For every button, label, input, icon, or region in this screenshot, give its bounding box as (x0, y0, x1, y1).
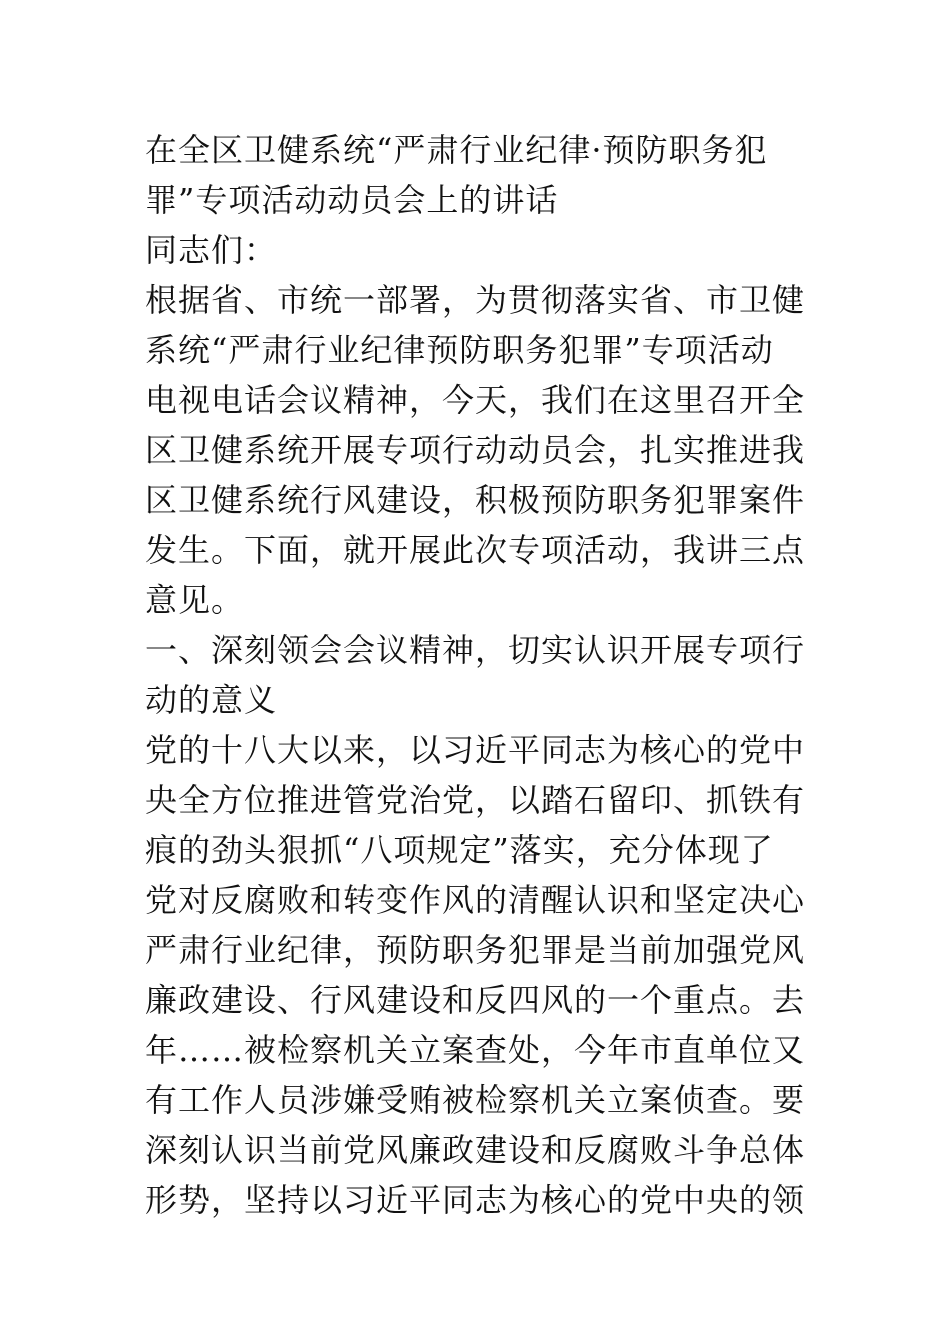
paragraph-line: 年……被检察机关立案查处，今年市直单位又 (145, 1031, 805, 1069)
section-heading-line: 动的意义 (145, 681, 278, 719)
paragraph-line: 区卫健系统行风建设，积极预防职务犯罪案件 (145, 481, 805, 519)
paragraph-line: 深刻认识当前党风廉政建设和反腐败斗争总体 (145, 1131, 805, 1169)
paragraph-line: 党的十八大以来，以习近平同志为核心的党中 (145, 731, 805, 769)
paragraph-line: 区卫健系统开展专项行动动员会，扎实推进我 (145, 431, 805, 469)
document-body (145, 125, 805, 1225)
paragraph-line: 党对反腐败和转变作风的清醒认识和坚定决心 (145, 881, 805, 919)
paragraph-line: 廉政建设、行风建设和反四风的一个重点。去 (145, 981, 805, 1019)
title-line-2: 罪”专项活动动员会上的讲话 (145, 181, 559, 219)
paragraph-line: 发生。下面，就开展此次专项活动，我讲三点 (145, 531, 805, 569)
paragraph-line: 央全方位推进管党治党，以踏石留印、抓铁有 (145, 781, 805, 819)
paragraph-line: 有工作人员涉嫌受贿被检察机关立案侦查。要 (145, 1081, 805, 1119)
paragraph-line: 根据省、市统一部署，为贯彻落实省、市卫健 (145, 281, 805, 319)
title-line-1: 在全区卫健系统“严肃行业纪律·预防职务犯 (145, 131, 768, 169)
section-heading-line: 一、深刻领会会议精神，切实认识开展专项行 (145, 631, 805, 669)
paragraph-line: 系统“严肃行业纪律预防职务犯罪”专项活动 (145, 331, 774, 369)
paragraph-line: 意见。 (145, 581, 245, 619)
paragraph-line: 痕的劲头狠抓“八项规定”落实，充分体现了 (145, 831, 774, 869)
salutation: 同志们： (145, 231, 278, 269)
paragraph-line: 严肃行业纪律，预防职务犯罪是当前加强党风 (145, 931, 805, 969)
paragraph-line: 电视电话会议精神，今天，我们在这里召开全 (145, 381, 805, 419)
paragraph-line: 形势，坚持以习近平同志为核心的党中央的领 (145, 1181, 805, 1219)
